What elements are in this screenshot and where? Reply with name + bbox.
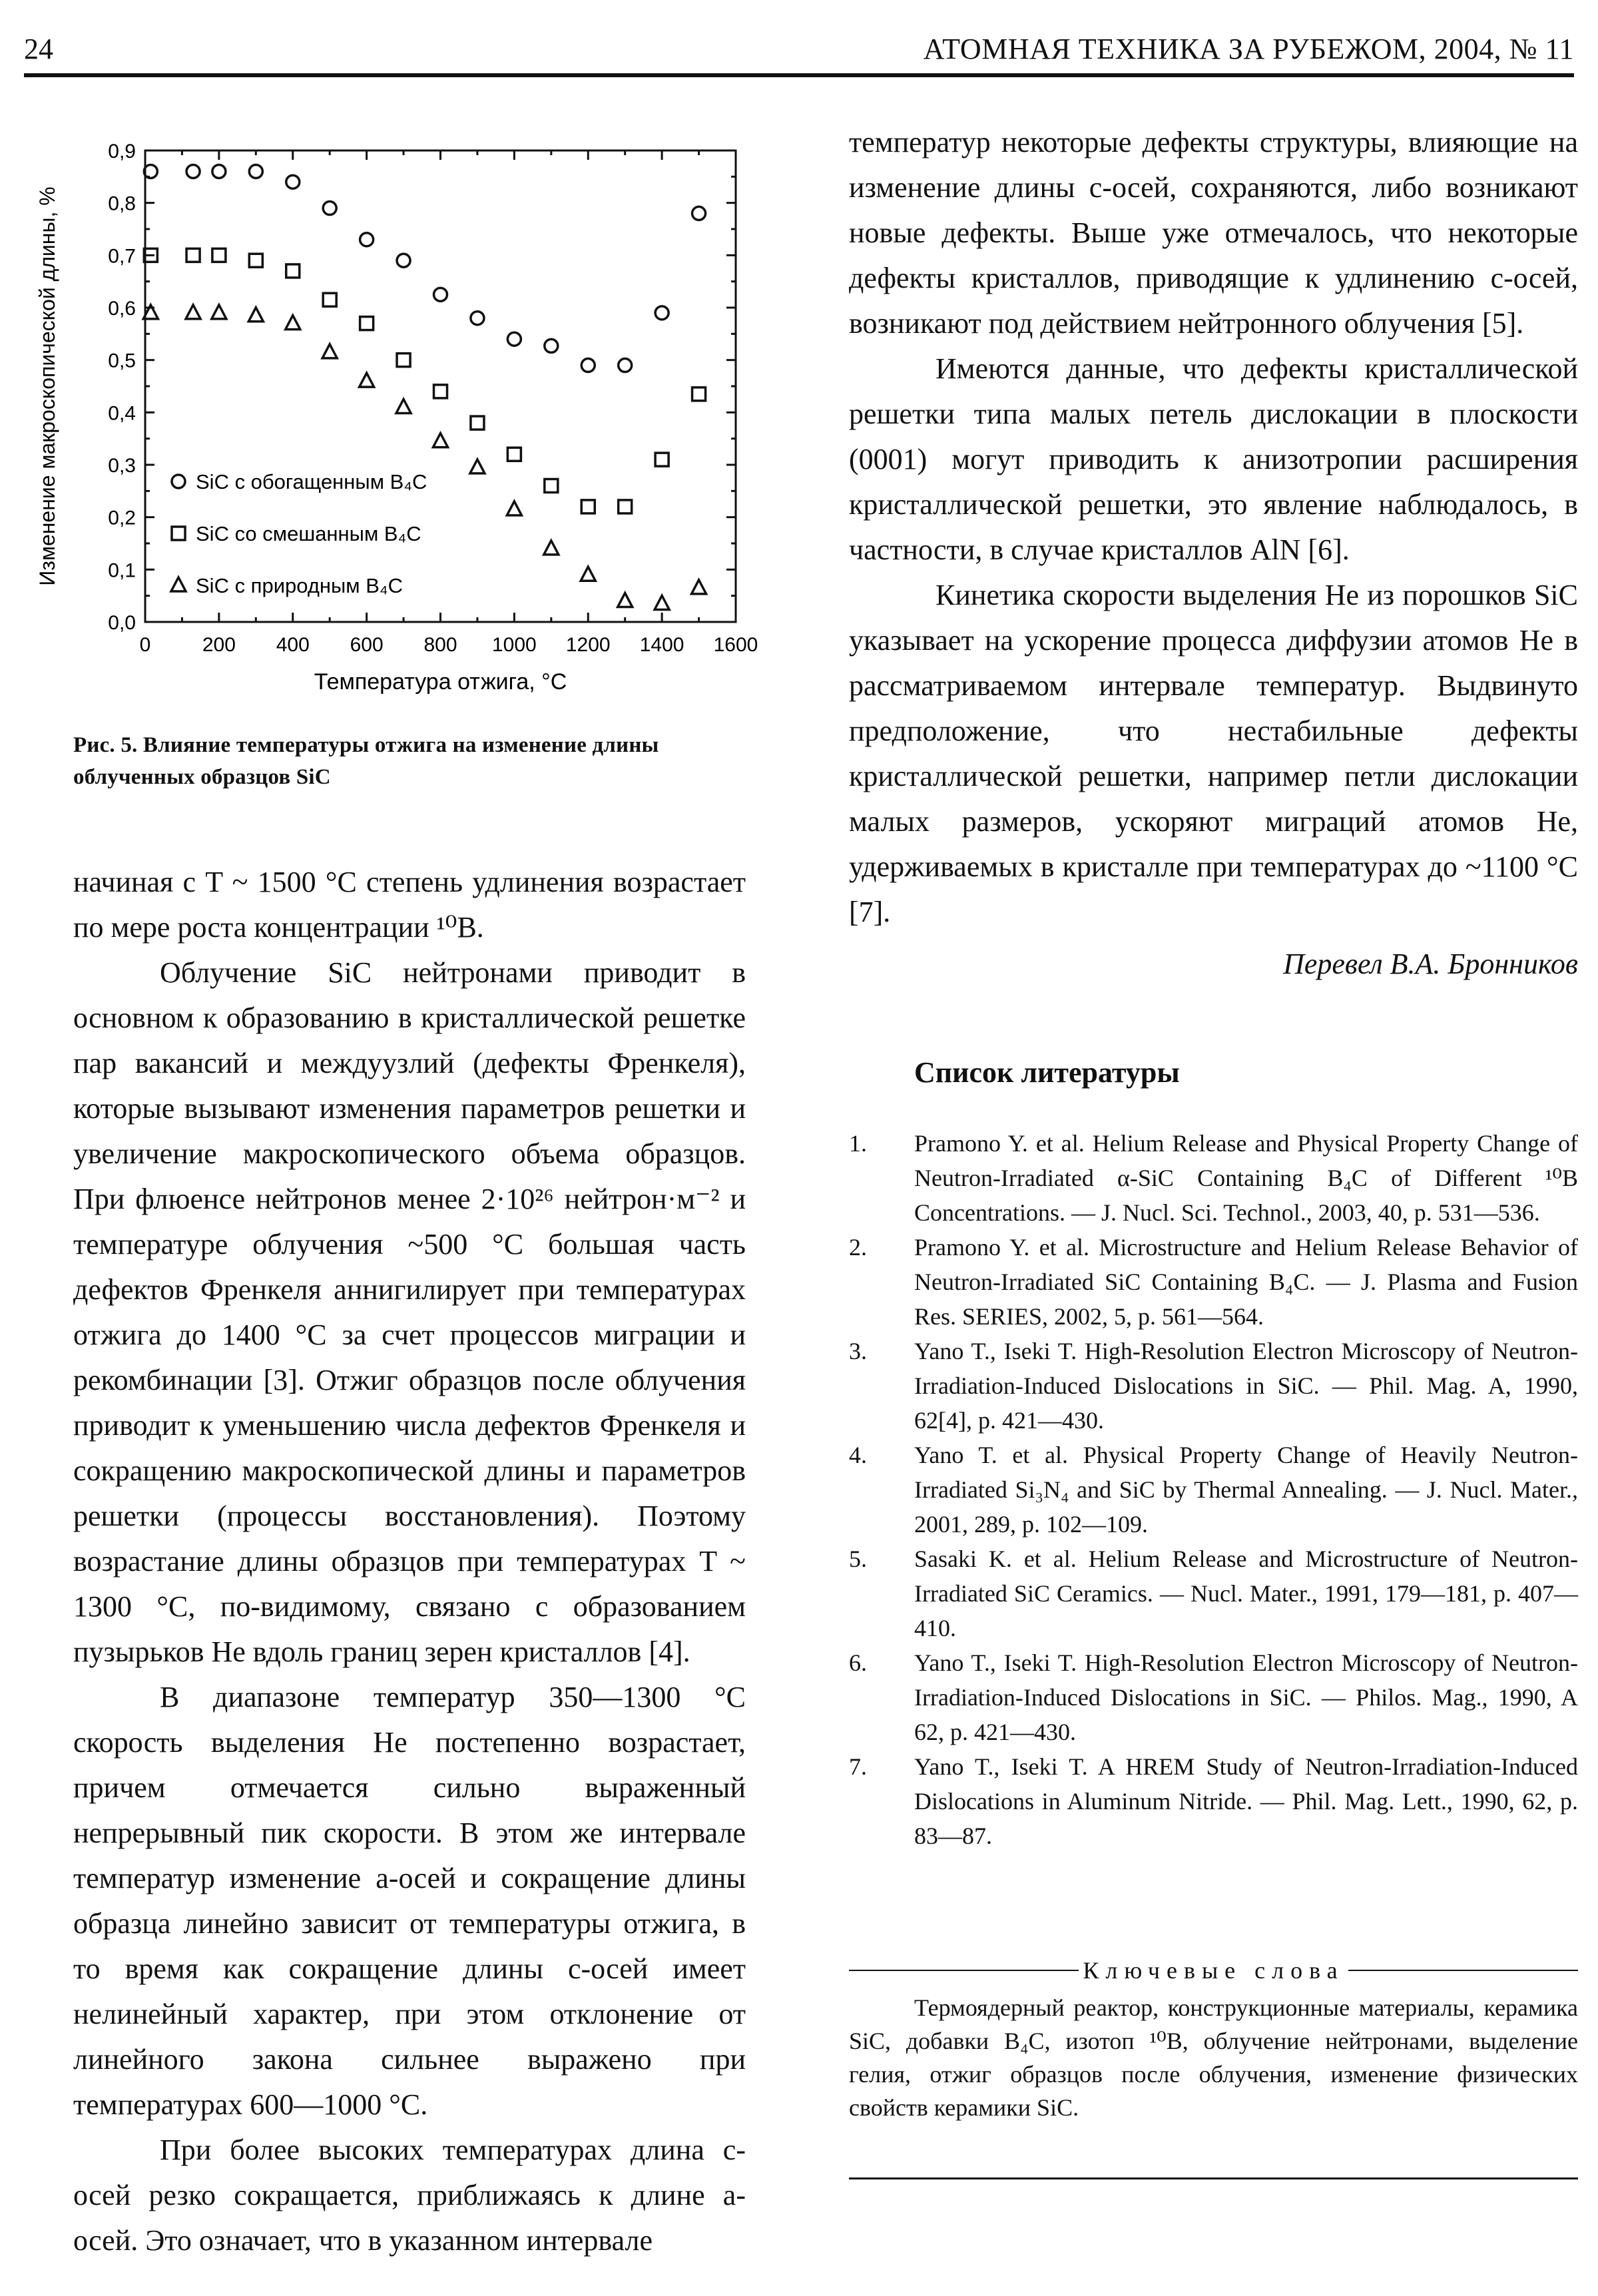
- reference-item: [849, 1645, 1578, 1749]
- circle-point: [323, 202, 336, 215]
- triangle-point: [507, 501, 521, 515]
- square-point: [471, 416, 484, 430]
- square-point: [212, 248, 226, 262]
- journal-title: АТОМНАЯ ТЕХНИКА ЗА РУБЕЖОМ, 2004, № 11: [923, 33, 1574, 65]
- triangle-point: [581, 567, 595, 581]
- square-point: [545, 479, 558, 492]
- y-tick-label: 0,4: [108, 402, 136, 425]
- paragraph: Имеются данные, что дефекты кристаллической решетки типа малых петель дислокации в плоскости (0001) могут приводить к анизотропии расширения кристаллической решетки, это явление наблюдалось, в частности, в случае кристаллов AlN [6].: [849, 352, 1578, 566]
- x-tick-label: 200: [202, 634, 236, 656]
- paragraph: температур некоторые дефекты структуры, влияющие на изменение длины с-осей, сохраняются, либо возникают новые дефекты. Выше уже отмечалось, что некоторые дефекты кристаллов, приводящие к удлинению с-осей, возникают под действием нейтронного облучения [5].: [849, 126, 1578, 340]
- reference-number: 5.: [849, 1546, 867, 1572]
- square-point: [581, 500, 595, 513]
- circle-point: [249, 164, 262, 178]
- plot-frame: [145, 150, 736, 622]
- reference-number: 1.: [849, 1130, 867, 1157]
- reference-number: 6.: [849, 1649, 867, 1676]
- x-tick-label: 400: [276, 634, 310, 656]
- page-number: 24: [24, 33, 53, 65]
- reference-text: Pramono Y. et al. Helium Release and Physical Property Change of Neutron-Irradiated α-SiC Containing B₄C of Different ¹⁰B Concentrations. — J. Nucl. Sci. Technol., 2003, 40, p. 531—536.: [914, 1130, 1578, 1226]
- square-point: [286, 264, 300, 278]
- reference-number: 4.: [849, 1442, 867, 1468]
- circle-point: [397, 254, 410, 267]
- reference-item: [849, 1542, 1578, 1645]
- reference-text: Yano T., Iseki T. A HREM Study of Neutron-Irradiation-Induced Dislocations in Aluminum Nitride. — Phil. Mag. Lett., 1990, 62, p. 83—87.: [914, 1753, 1578, 1849]
- square-point: [507, 447, 521, 461]
- triangle-point: [655, 595, 669, 609]
- keywords-label: Ключевые слова: [1083, 1957, 1344, 1984]
- x-axis-label: Температура отжига, °С: [314, 669, 567, 695]
- right-column: [849, 120, 1578, 2179]
- y-tick-label: 0,0: [108, 612, 136, 634]
- references-title: Список литературы: [914, 1056, 1180, 1089]
- triangle-point: [186, 305, 200, 319]
- y-tick-label: 0,6: [108, 298, 136, 320]
- paragraph: Кинетика скорости выделения Не из порошков SiC указывает на ускорение процесса диффузии атомов Не в рассматриваемом интервале температур. Выдвинуто предположение, что нестабильные дефекты кристаллической решетки, например петли дислокации малых размеров, ускоряют миграций атомов Не, удерживаемых в кристалле при температурах до ~1100 °С [7].: [849, 579, 1578, 928]
- square-point: [692, 388, 706, 401]
- keywords-bottom-rule: [849, 2177, 1578, 2179]
- reference-text: Sasaki K. et al. Helium Release and Microstructure of Neutron-Irradiated SiC Ceramics. — Nucl. Mater., 1991, 179—181, p. 407—410.: [914, 1546, 1578, 1641]
- keywords-rule-left: [849, 1970, 1079, 1971]
- reference-item: [849, 1126, 1578, 1230]
- triangle-point: [618, 593, 633, 607]
- square-point: [434, 385, 447, 398]
- header-divider: [24, 73, 1574, 77]
- keywords-text: Термоядерный реактор, конструкционные материалы, керамика SiC, добавки B₄C, изотоп ¹⁰B, облучение нейтронами, выделение гелия, отжиг образцов после облучения, изменение физических свойств керамики SiC.: [849, 1994, 1578, 2121]
- chart-ticks: [145, 150, 736, 622]
- triangle-point: [433, 433, 448, 447]
- legend-label: SiC с обогащенным B₄C: [196, 470, 427, 493]
- square-point: [397, 354, 410, 367]
- reference-number: 3.: [849, 1338, 867, 1364]
- reference-text: Yano T., Iseki T. High-Resolution Electron Microscopy of Neutron-Irradiation-Induced Dislocations in SiC. — Philos. Mag., 1990, A 62, p. 421—430.: [914, 1649, 1578, 1745]
- translator-signature: Перевел В.А. Бронников: [1283, 948, 1578, 980]
- reference-item: [849, 1334, 1578, 1438]
- y-tick-label: 0,1: [108, 559, 136, 582]
- triangle-point: [248, 308, 263, 322]
- x-tick-label: 1200: [565, 634, 611, 656]
- y-axis-label: Изменение макроскопической длины, %: [35, 186, 59, 586]
- y-tick-label: 0,7: [108, 245, 136, 268]
- x-tick-label: 1600: [713, 634, 758, 656]
- paragraph: В диапазоне температур 350—1300 °С скорость выделения Не постепенно возрастает, причем отмечается сильно выраженный непрерывный пик скорости. В этом же интервале температур изменение а-осей и сокращение длины образца линейно зависит от температуры отжига, в то время как сокращение длины с-осей имеет нелинейный характер, при этом отклонение от линейного закона сильнее выражено при температурах 600—1000 °С.: [73, 1681, 746, 2121]
- square-point: [186, 248, 200, 262]
- circle-point: [655, 306, 668, 320]
- reference-item: [849, 1749, 1578, 1853]
- square-point: [655, 453, 668, 466]
- triangle-point: [470, 459, 485, 473]
- paragraph: начиная с T ~ 1500 °С степень удлинения возрастает по мере роста концентрации ¹⁰B.: [73, 866, 746, 944]
- circle-point: [507, 332, 521, 346]
- y-tick-label: 0,3: [108, 455, 136, 477]
- circle-point: [692, 206, 706, 220]
- references-list: [849, 1126, 1578, 1853]
- paragraph: При более высоких температурах длина с-осей резко сокращается, приближаясь к длине а-осей. Это означает, что в указанном интервале: [73, 2134, 746, 2257]
- reference-number: 7.: [849, 1753, 867, 1780]
- circle-point: [286, 175, 300, 188]
- y-tick-label: 0,9: [108, 141, 136, 162]
- series-triangle: [143, 305, 706, 610]
- x-tick-label: 600: [350, 634, 384, 656]
- triangle-point: [322, 344, 337, 358]
- circle-point: [545, 339, 558, 352]
- triangle-point: [544, 541, 559, 555]
- series-circle: [144, 164, 705, 372]
- x-tick-label: 0: [139, 634, 151, 656]
- circle-point: [212, 164, 226, 178]
- triangle-point: [286, 316, 300, 330]
- left-column: [35, 113, 758, 2263]
- triangle-point: [692, 580, 706, 594]
- y-tick-label: 0,5: [108, 350, 136, 372]
- chart-axes: [145, 150, 736, 622]
- triangle-point: [360, 373, 374, 387]
- circle-point: [186, 164, 200, 178]
- paragraph: Облучение SiC нейтронами приводит в основном к образованию в кристаллической решетке пар вакансий и междуузлий (дефекты Френкеля), которые вызывают изменения параметров решетки и увеличение макроскопического объема образцов. При флюенсе нейтронов менее 2·10²⁶ нейтрон·м⁻² и температуре облучения ~500 °С большая часть дефектов Френкеля аннигилирует при температурах отжига до 1400 °С за счет процессов миграции и рекомбинации [3]. Отжиг образцов после облучения приводит к уменьшению числа дефектов Френкеля и сокращению макроскопической длины и параметров решетки (процессы восстановления). Поэтому возрастание длины образцов при температурах T ~ 1300 °С, по-видимому, связано с образованием пузырьков Не вдоль границ зерен кристаллов [4].: [73, 956, 746, 1668]
- square-point: [249, 254, 262, 267]
- x-tick-label: 1400: [639, 634, 684, 656]
- keywords-header: [849, 1956, 1578, 1984]
- reference-item: [849, 1438, 1578, 1542]
- circle-point: [581, 359, 595, 372]
- square-point: [360, 317, 374, 330]
- figure-5: [0, 120, 766, 719]
- reference-text: Yano T., Iseki T. High-Resolution Electron Microscopy of Neutron-Irradiation-Induced Dislocations in SiC. — Phil. Mag. A, 1990, 62[4], p. 421—430.: [914, 1338, 1578, 1434]
- keywords-rule-right: [1348, 1970, 1578, 1971]
- legend-label: SiC с природным B₄C: [196, 574, 403, 597]
- circle-point: [434, 288, 447, 301]
- chart-legend: [171, 470, 427, 597]
- y-tick-label: 0,2: [108, 507, 136, 529]
- square-point: [619, 500, 632, 513]
- legend-label: SiC со смешанным B₄C: [196, 522, 421, 545]
- y-tick-label: 0,8: [108, 192, 136, 215]
- page-header: [24, 27, 1574, 73]
- reference-item: [849, 1230, 1578, 1334]
- circle-point: [360, 233, 374, 246]
- legend-marker-square: [172, 527, 185, 540]
- triangle-point: [212, 305, 226, 319]
- reference-text: Pramono Y. et al. Microstructure and Helium Release Behavior of Neutron-Irradiated SiC Containing B₄C. — J. Plasma and Fusion Res. SERIES, 2002, 5, p. 561—564.: [914, 1234, 1578, 1330]
- legend-marker-circle: [172, 475, 185, 488]
- circle-point: [619, 359, 632, 372]
- x-tick-label: 800: [423, 634, 457, 656]
- circle-point: [471, 312, 484, 325]
- x-tick-label: 1000: [492, 634, 537, 656]
- figure-caption: Рис. 5. Влияние температуры отжига на изменение длины облученных образцов SiC: [73, 733, 659, 789]
- reference-number: 2.: [849, 1234, 867, 1261]
- legend-marker-triangle: [171, 577, 186, 591]
- square-point: [323, 293, 336, 306]
- triangle-point: [396, 399, 411, 413]
- reference-text: Yano T. et al. Physical Property Change of Heavily Neutron-Irradiated Si₃N₄ and SiC by Thermal Annealing. — J. Nucl. Mater., 2001, 289, p. 102—109.: [914, 1442, 1578, 1538]
- scatter-chart: [0, 120, 766, 719]
